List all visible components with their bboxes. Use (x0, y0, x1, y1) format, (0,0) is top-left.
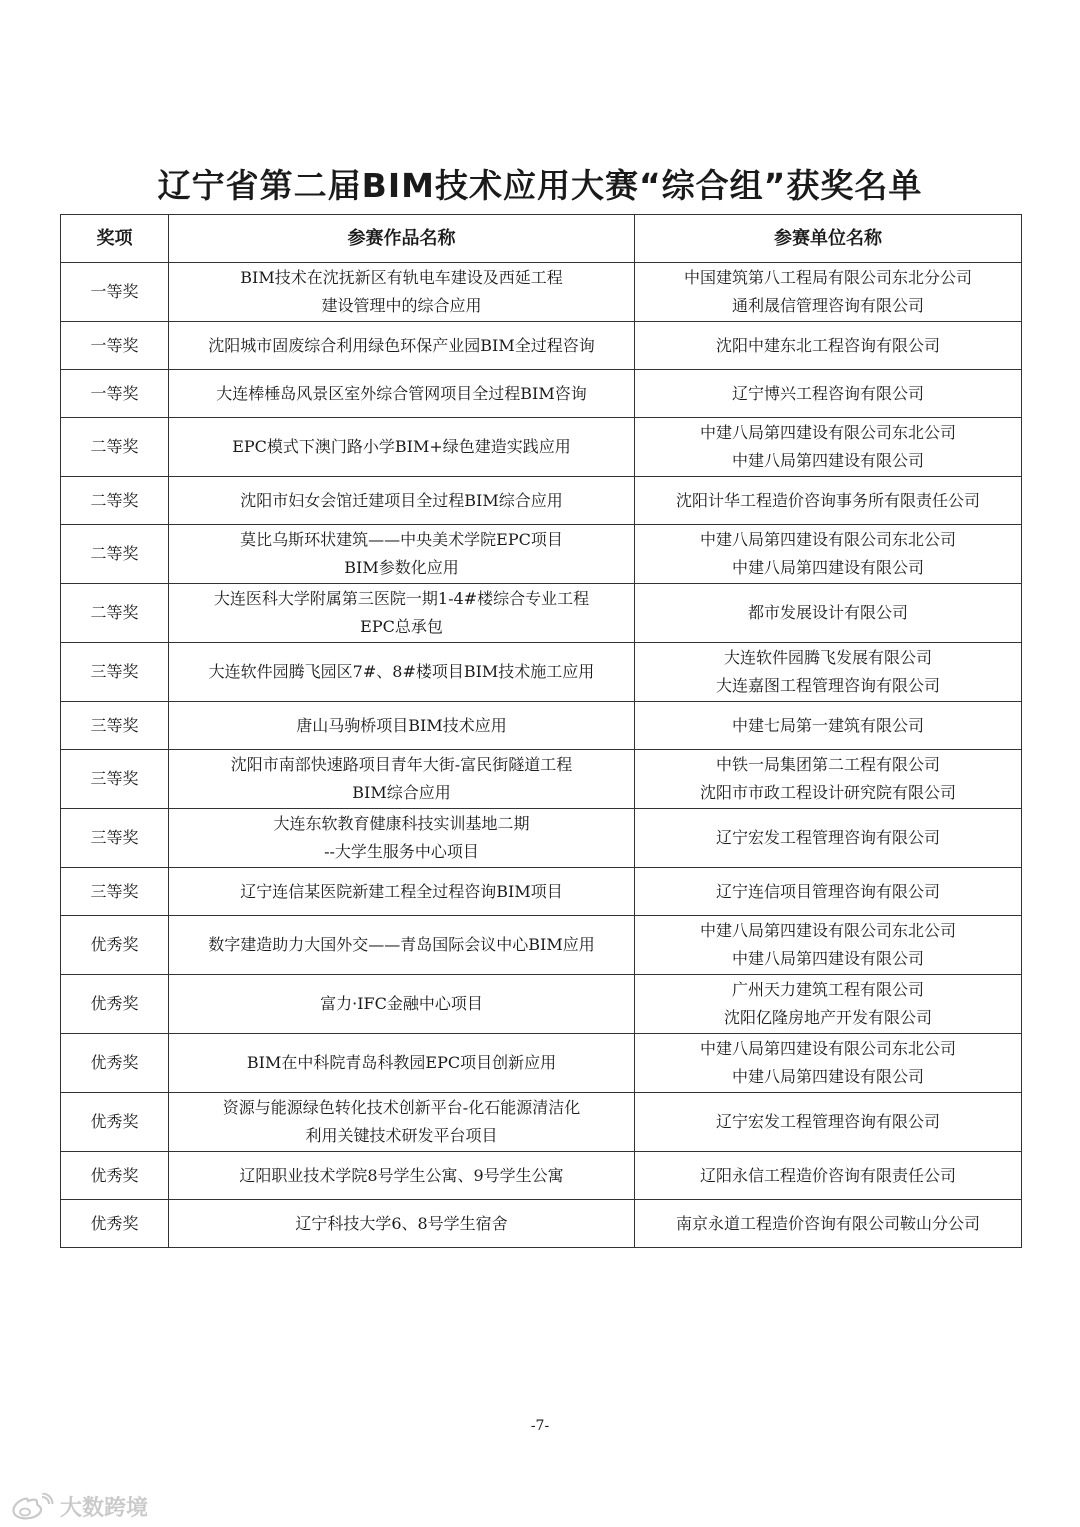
unit-name-line: 中建八局第四建设有限公司 (731, 558, 924, 577)
work-name-line: 大连软件园腾飞园区7#、8#楼项目BIM技术施工应用 (208, 662, 595, 681)
table-row (61, 975, 1022, 1034)
award-level-cell: 优秀奖 (61, 1152, 169, 1200)
work-name-line: BIM综合应用 (352, 783, 451, 802)
table-row (61, 643, 1022, 702)
unit-name-line: 辽宁连信项目管理咨询有限公司 (715, 881, 940, 901)
table-row (61, 1093, 1022, 1152)
table-body (61, 263, 1022, 1248)
unit-name-line: 沈阳计华工程造价咨询事务所有限责任公司 (675, 490, 980, 510)
table-row (61, 1200, 1022, 1248)
work-name-cell (169, 525, 635, 584)
work-name-cell (169, 916, 635, 975)
unit-name-cell (635, 1200, 1022, 1248)
unit-name-line: 通利晟信管理咨询有限公司 (731, 296, 924, 315)
work-name-line: 建设管理中的综合应用 (321, 296, 482, 315)
unit-name-cell (635, 1034, 1022, 1093)
award-level-cell: 二等奖 (61, 477, 169, 525)
award-level-cell: 优秀奖 (61, 1200, 169, 1248)
unit-name-line: 中建八局第四建设有限公司东北公司 (699, 530, 956, 549)
work-name-cell (169, 868, 635, 916)
unit-name-cell (635, 809, 1022, 868)
unit-name-line: 中建八局第四建设有限公司 (731, 949, 924, 968)
award-level-cell: 三等奖 (61, 702, 169, 750)
unit-name-cell (635, 916, 1022, 975)
work-name-line: 利用关键技术研发平台项目 (305, 1126, 498, 1145)
award-level-cell: 一等奖 (61, 322, 169, 370)
work-name-line: 辽阳职业技术学院8号学生公寓、9号学生公寓 (239, 1165, 564, 1185)
work-name-cell (169, 750, 635, 809)
watermark-text: 大数跨境 (60, 1496, 149, 1521)
table-row (61, 809, 1022, 868)
unit-name-line: 中国建筑第八工程局有限公司东北分公司 (683, 268, 972, 287)
table-row (61, 916, 1022, 975)
unit-name-line: 大连嘉图工程管理咨询有限公司 (715, 676, 940, 695)
unit-name-cell (635, 868, 1022, 916)
work-name-line: 沈阳城市固废综合利用绿色环保产业园BIM全过程咨询 (208, 335, 595, 355)
header-award: 奖项 (61, 215, 169, 263)
work-name-line: BIM技术在沈抚新区有轨电车建设及西延工程 (240, 268, 563, 287)
table-row (61, 702, 1022, 750)
award-level-cell: 二等奖 (61, 418, 169, 477)
work-name-cell (169, 584, 635, 643)
work-name-line: 唐山马驹桥项目BIM技术应用 (296, 715, 507, 735)
work-name-line: EPC总承包 (360, 617, 443, 636)
unit-name-cell (635, 750, 1022, 809)
work-name-cell (169, 477, 635, 525)
work-name-line: 数字建造助力大国外交——青岛国际会议中心BIM应用 (208, 935, 595, 954)
unit-name-line: 辽宁宏发工程管理咨询有限公司 (715, 1112, 940, 1131)
award-level-cell: 一等奖 (61, 370, 169, 418)
award-level-cell: 三等奖 (61, 643, 169, 702)
weibo-logo-icon (10, 1493, 54, 1521)
table-row (61, 322, 1022, 370)
table-row (61, 1152, 1022, 1200)
award-level-cell: 三等奖 (61, 750, 169, 809)
work-name-line: 富力·IFC金融中心项目 (320, 994, 483, 1013)
work-name-cell (169, 702, 635, 750)
unit-name-line: 中建八局第四建设有限公司东北公司 (699, 921, 956, 940)
unit-name-line: 中建八局第四建设有限公司 (731, 1067, 924, 1086)
work-name-cell (169, 418, 635, 477)
table-row (61, 584, 1022, 643)
header-work: 参赛作品名称 (169, 215, 635, 263)
work-name-cell (169, 809, 635, 868)
work-name-cell (169, 1152, 635, 1200)
unit-name-line: 沈阳亿隆房地产开发有限公司 (723, 1008, 932, 1027)
award-level-cell: 优秀奖 (61, 1093, 169, 1152)
table-header-row (61, 215, 1022, 263)
unit-name-line: 中建八局第四建设有限公司东北公司 (699, 1039, 956, 1058)
unit-name-line: 都市发展设计有限公司 (747, 603, 908, 622)
table-row (61, 418, 1022, 477)
unit-name-cell (635, 477, 1022, 525)
work-name-cell (169, 322, 635, 370)
table-row (61, 868, 1022, 916)
work-name-cell (169, 370, 635, 418)
work-name-cell (169, 1034, 635, 1093)
work-name-cell (169, 643, 635, 702)
work-name-line: --大学生服务中心项目 (324, 842, 479, 861)
work-name-cell (169, 1200, 635, 1248)
unit-name-line: 中建七局第一建筑有限公司 (731, 715, 924, 735)
work-name-line: 大连东软教育健康科技实训基地二期 (273, 814, 530, 833)
unit-name-cell (635, 418, 1022, 477)
unit-name-line: 沈阳中建东北工程咨询有限公司 (715, 335, 940, 355)
unit-name-cell (635, 263, 1022, 322)
table-row (61, 263, 1022, 322)
work-name-line: 资源与能源绿色转化技术创新平台-化石能源清洁化 (222, 1098, 581, 1117)
award-level-cell: 二等奖 (61, 525, 169, 584)
page-number: -7- (530, 1418, 550, 1434)
award-level-cell: 优秀奖 (61, 975, 169, 1034)
work-name-line: 辽宁科技大学6、8号学生宿舍 (295, 1213, 508, 1233)
work-name-line: EPC模式下澳门路小学BIM+绿色建造实践应用 (232, 437, 571, 456)
unit-name-cell (635, 1093, 1022, 1152)
unit-name-cell (635, 702, 1022, 750)
work-name-line: 沈阳市妇女会馆迁建项目全过程BIM综合应用 (240, 490, 563, 510)
award-level-cell: 一等奖 (61, 263, 169, 322)
unit-name-cell (635, 584, 1022, 643)
table-row (61, 750, 1022, 809)
header-unit: 参赛单位名称 (635, 215, 1022, 263)
unit-name-cell (635, 370, 1022, 418)
unit-name-line: 辽阳永信工程造价咨询有限责任公司 (699, 1165, 956, 1185)
unit-name-line: 中建八局第四建设有限公司 (731, 451, 924, 470)
award-level-cell: 二等奖 (61, 584, 169, 643)
award-level-cell: 三等奖 (61, 868, 169, 916)
unit-name-line: 辽宁博兴工程咨询有限公司 (731, 383, 924, 403)
work-name-cell (169, 263, 635, 322)
unit-name-line: 辽宁宏发工程管理咨询有限公司 (715, 828, 940, 847)
work-name-line: 大连医科大学附属第三医院一期1-4#楼综合专业工程 (213, 589, 590, 608)
unit-name-cell (635, 1152, 1022, 1200)
award-level-cell: 三等奖 (61, 809, 169, 868)
work-name-line: BIM参数化应用 (344, 558, 459, 577)
unit-name-line: 沈阳市市政工程设计研究院有限公司 (699, 783, 956, 802)
award-level-cell: 优秀奖 (61, 1034, 169, 1093)
unit-name-line: 大连软件园腾飞发展有限公司 (723, 648, 932, 667)
work-name-line: 莫比乌斯环状建筑——中央美术学院EPC项目 (240, 530, 563, 549)
unit-name-cell (635, 975, 1022, 1034)
watermark (10, 1491, 148, 1522)
award-level-cell: 优秀奖 (61, 916, 169, 975)
unit-name-cell (635, 322, 1022, 370)
work-name-cell (169, 1093, 635, 1152)
work-name-line: 辽宁连信某医院新建工程全过程咨询BIM项目 (240, 881, 563, 901)
work-name-line: 沈阳市南部快速路项目青年大街-富民街隧道工程 (230, 755, 573, 774)
table-row (61, 370, 1022, 418)
unit-name-line: 中铁一局集团第二工程有限公司 (715, 755, 940, 774)
unit-name-line: 中建八局第四建设有限公司东北公司 (699, 423, 956, 442)
unit-name-line: 广州天力建筑工程有限公司 (731, 980, 924, 999)
awards-table (60, 214, 1022, 1248)
unit-name-cell (635, 525, 1022, 584)
table-row (61, 477, 1022, 525)
work-name-line: 大连棒棰岛风景区室外综合管网项目全过程BIM咨询 (216, 383, 587, 403)
unit-name-line: 南京永道工程造价咨询有限公司鞍山分公司 (675, 1213, 980, 1233)
unit-name-cell (635, 643, 1022, 702)
work-name-cell (169, 975, 635, 1034)
table-row (61, 1034, 1022, 1093)
document-title: 辽宁省第二届BIM技术应用大赛“综合组”获奖名单 (157, 166, 923, 205)
work-name-line: BIM在中科院青岛科教园EPC项目创新应用 (246, 1053, 557, 1072)
table-row (61, 525, 1022, 584)
